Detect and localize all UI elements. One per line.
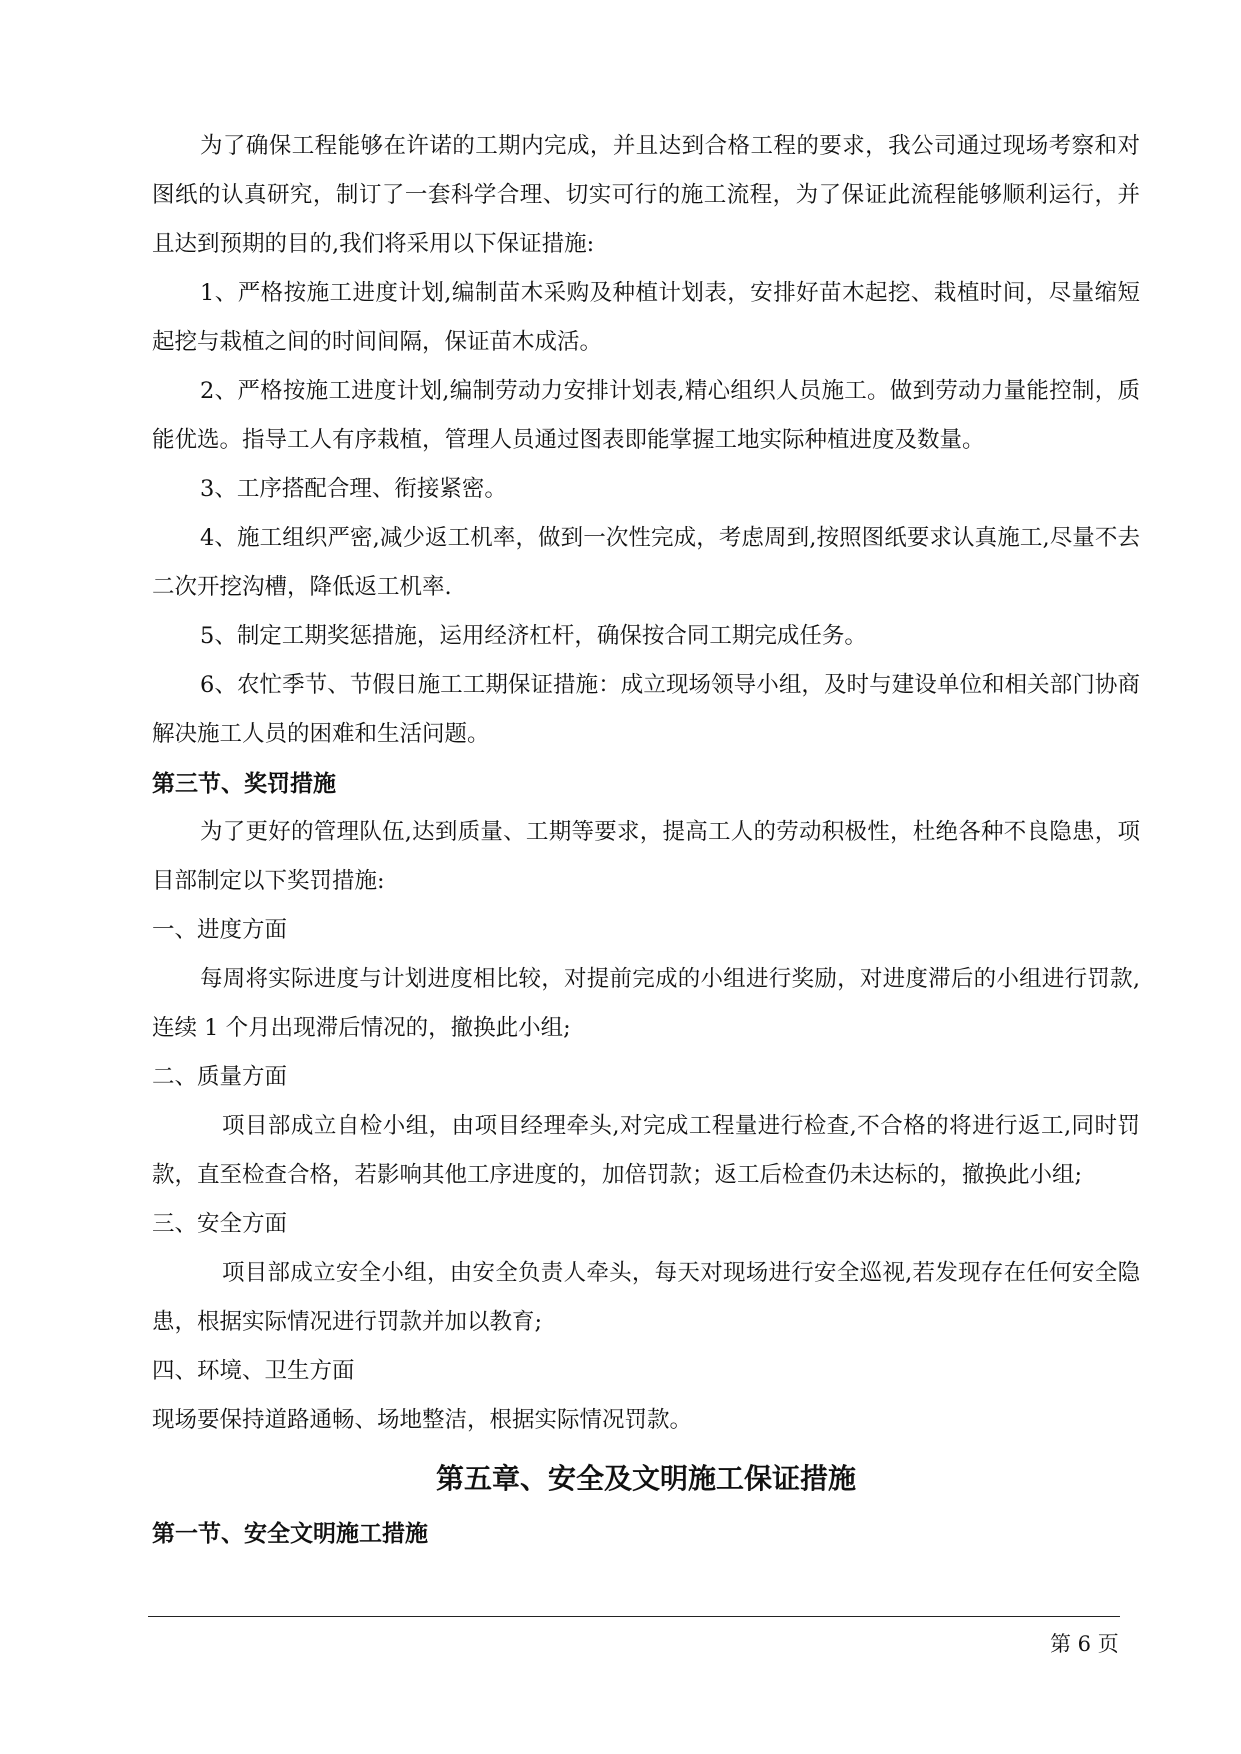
safety-text: 项目部成立安全小组，由安全负责人牵头，每天对现场进行安全巡视,若发现存在任何安全隐患，根据实际情况进行罚款并加以教育; <box>152 1260 1140 1335</box>
chapter-5-heading: 第五章、安全及文明施工保证措施 <box>435 1462 856 1495</box>
section-3-intro: 为了更好的管理队伍,达到质量、工期等要求，提高工人的劳动积极性，杜绝各种不良隐患，项目部制定以下奖罚措施: <box>152 819 1140 894</box>
measure-item-2: 2、严格按施工进度计划,编制劳动力安排计划表,精心组织人员施工。做到劳动力量能控制，质能优选。指导工人有序栽植，管理人员通过图表即能掌握工地实际种植进度及数量。 <box>152 378 1140 453</box>
environment-text: 现场要保持道路通畅、场地整洁，根据实际情况罚款。 <box>152 1407 693 1433</box>
intro-paragraph: 为了确保工程能够在许诺的工期内完成，并且达到合格工程的要求，我公司通过现场考察和对图纸的认真研究，制订了一套科学合理、切实可行的施工流程，为了保证此流程能够顺利运行，并且达到预期的目的,我们将采用以下保证措施: <box>152 133 1140 257</box>
section-1-heading: 第一节、安全文明施工措施 <box>152 1520 428 1547</box>
page-number: 第 6 页 <box>1050 1632 1119 1656</box>
sub-heading-safety: 三、安全方面 <box>152 1211 288 1237</box>
measure-item-5: 5、制定工期奖惩措施，运用经济杠杆，确保按合同工期完成任务。 <box>200 623 867 649</box>
page-content <box>152 122 1140 1558</box>
section-3-heading: 第三节、奖罚措施 <box>152 770 336 797</box>
measure-item-6: 6、农忙季节、节假日施工工期保证措施：成立现场领导小组，及时与建设单位和相关部门协商解决施工人员的困难和生活问题。 <box>152 672 1140 747</box>
footer-divider <box>148 1616 1120 1617</box>
measure-item-1: 1、严格按施工进度计划,编制苗木采购及种植计划表，安排好苗木起挖、栽植时间，尽量缩短起挖与栽植之间的时间间隔，保证苗木成活。 <box>152 280 1140 355</box>
measure-item-3: 3、工序搭配合理、衔接紧密。 <box>200 476 507 502</box>
sub-heading-progress: 一、进度方面 <box>152 917 288 943</box>
sub-heading-environment: 四、环境、卫生方面 <box>152 1358 355 1384</box>
progress-text: 每周将实际进度与计划进度相比较，对提前完成的小组进行奖励，对进度滞后的小组进行罚款,连续 1 个月出现滞后情况的，撤换此小组; <box>152 966 1140 1041</box>
quality-text: 项目部成立自检小组，由项目经理牵头,对完成工程量进行检查,不合格的将进行返工,同时罚款，直至检查合格，若影响其他工序进度的，加倍罚款；返工后检查仍未达标的，撤换此小组; <box>152 1113 1140 1188</box>
measure-item-4: 4、施工组织严密,减少返工机率，做到一次性完成，考虑周到,按照图纸要求认真施工,尽量不去二次开挖沟槽，降低返工机率. <box>152 525 1140 600</box>
sub-heading-quality: 二、质量方面 <box>152 1064 288 1090</box>
